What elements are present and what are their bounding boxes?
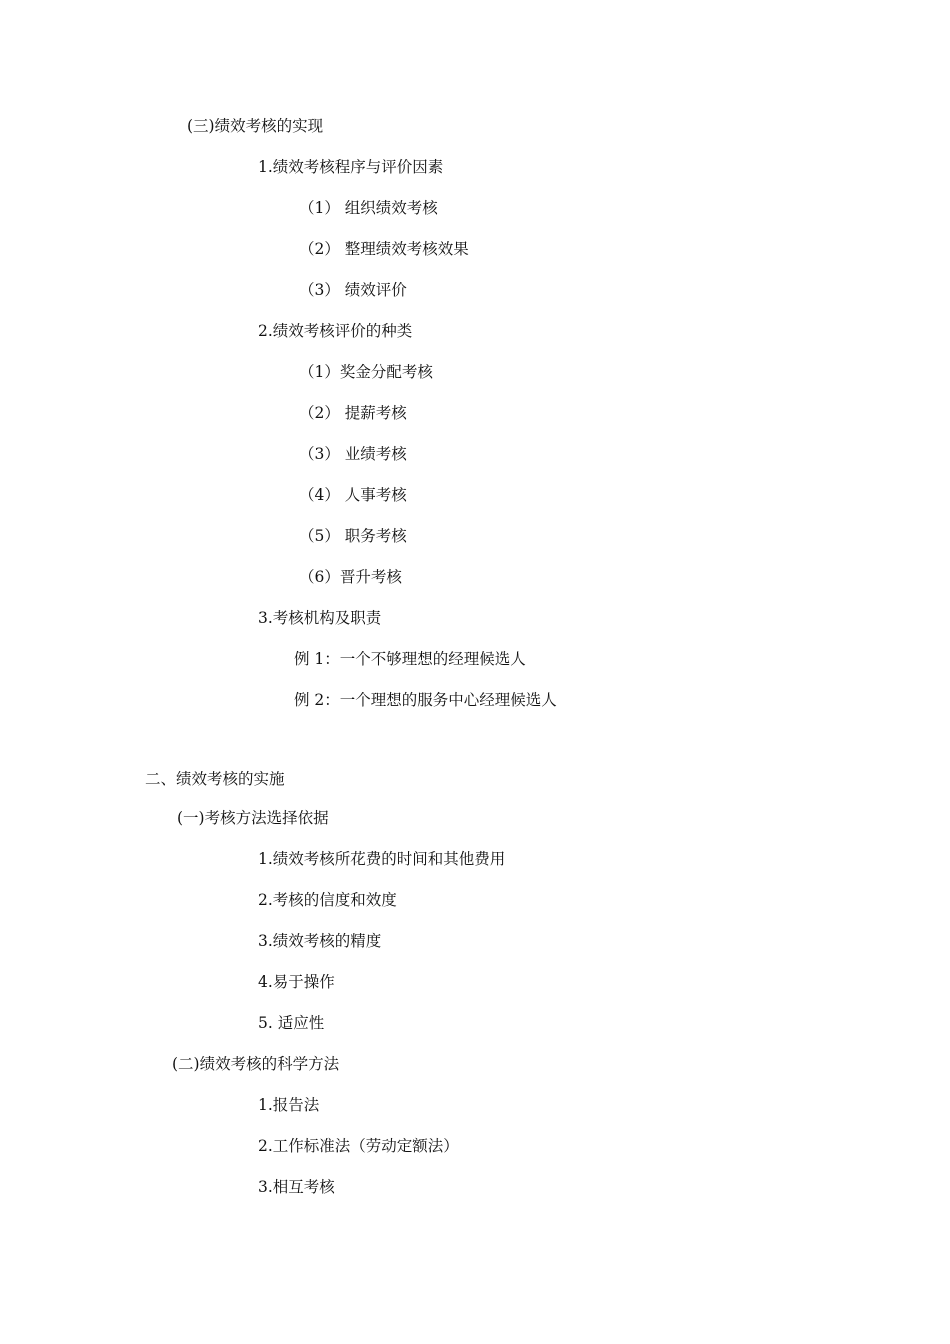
list-item: 3.相互考核	[258, 1178, 335, 1196]
list-item: 3.绩效考核的精度	[258, 932, 382, 950]
list-item: 4.易于操作	[258, 973, 335, 991]
list-item: 2.工作标准法（劳动定额法）	[258, 1137, 459, 1155]
example-item: 例 1：一个不够理想的经理候选人	[294, 650, 526, 668]
item-title: 3.考核机构及职责	[258, 609, 382, 627]
list-item: （4） 人事考核	[299, 486, 407, 504]
list-item: （2） 整理绩效考核效果	[299, 240, 469, 258]
example-item: 例 2：一个理想的服务中心经理候选人	[294, 691, 557, 709]
list-item: （5） 职务考核	[299, 527, 407, 545]
list-item: 5. 适应性	[258, 1014, 325, 1032]
section-heading: (二)绩效考核的科学方法	[172, 1055, 340, 1073]
section-heading: (三)绩效考核的实现	[187, 117, 324, 135]
list-item: （3） 业绩考核	[299, 445, 407, 463]
list-item: 2.考核的信度和效度	[258, 891, 397, 909]
list-item: 1.绩效考核所花费的时间和其他费用	[258, 850, 506, 868]
list-item: （3） 绩效评价	[299, 281, 407, 299]
item-title: 1.绩效考核程序与评价因素	[258, 158, 444, 176]
list-item: （1）奖金分配考核	[299, 363, 433, 381]
list-item: 1.报告法	[258, 1096, 320, 1114]
item-title: 2.绩效考核评价的种类	[258, 322, 413, 340]
list-item: （6）晋升考核	[299, 568, 402, 586]
list-item: （2） 提薪考核	[299, 404, 407, 422]
chapter-heading: 二、绩效考核的实施	[145, 770, 285, 788]
section-heading: (一)考核方法选择依据	[177, 809, 329, 827]
list-item: （1） 组织绩效考核	[299, 199, 438, 217]
